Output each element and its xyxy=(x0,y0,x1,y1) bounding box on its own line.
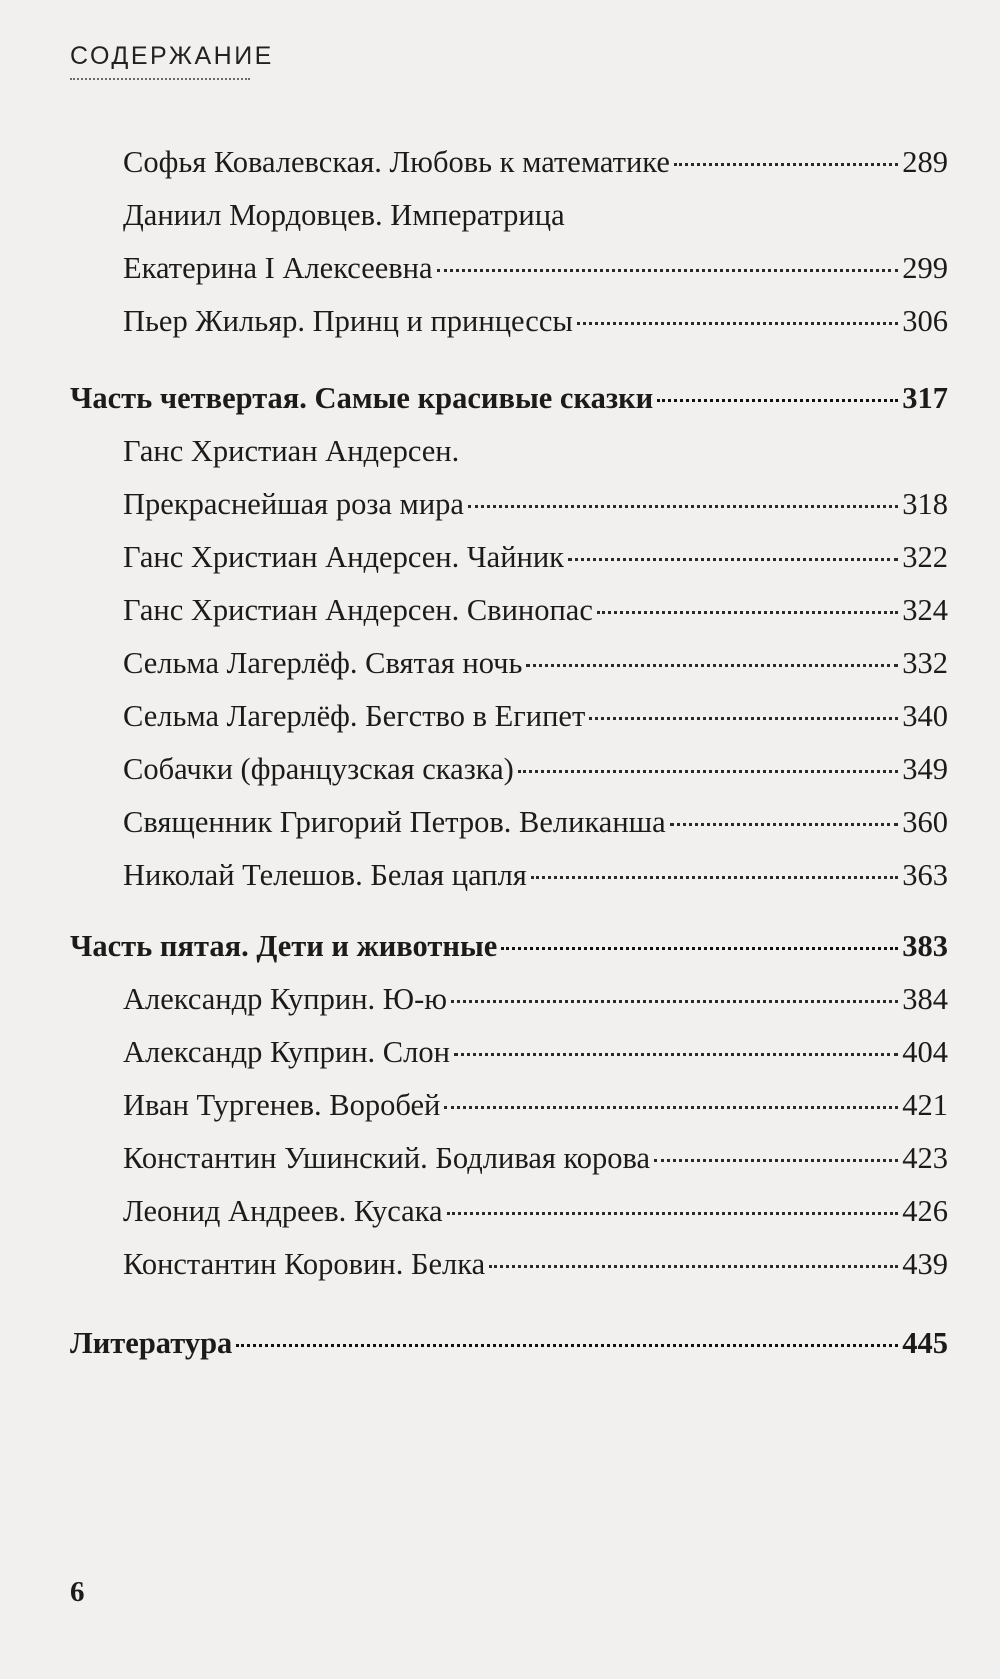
toc-entry-page: 324 xyxy=(902,593,948,627)
toc-entry-title-line1: Даниил Мордовцев. Императрица xyxy=(123,198,565,232)
toc-entry xyxy=(70,1238,948,1291)
toc-entry-page: 340 xyxy=(902,699,948,733)
page-number: 6 xyxy=(70,1576,85,1608)
dot-leader xyxy=(236,1344,898,1347)
toc-entry-title: Александр Куприн. Слон xyxy=(123,1035,450,1069)
dot-leader xyxy=(531,876,898,879)
toc-entry-page: 299 xyxy=(902,251,948,285)
toc-entry-page: 421 xyxy=(902,1088,948,1122)
toc-entry-page: 349 xyxy=(902,752,948,786)
toc-entry-title: Иван Тургенев. Воробей xyxy=(123,1088,441,1122)
toc-entry-page: 384 xyxy=(902,982,948,1016)
toc-entry xyxy=(70,796,948,849)
toc-entry-page: 426 xyxy=(902,1194,948,1228)
dot-leader xyxy=(577,322,898,325)
dot-leader xyxy=(454,1053,898,1056)
toc-section-part4 xyxy=(70,372,948,425)
toc-entry-title: Константин Ушинский. Бодливая корова xyxy=(123,1141,651,1175)
toc-entry xyxy=(70,973,948,1026)
toc-entry xyxy=(70,1026,948,1079)
toc-entry-page: 306 xyxy=(902,304,948,338)
dot-leader xyxy=(444,1106,898,1109)
toc-entry xyxy=(70,531,948,584)
header-title: СОДЕРЖАНИЕ xyxy=(70,42,274,70)
dot-leader xyxy=(568,558,898,561)
toc-entry xyxy=(70,584,948,637)
dot-leader xyxy=(501,947,898,950)
section-page: 383 xyxy=(902,929,948,963)
section-page: 317 xyxy=(902,381,948,415)
toc-entry xyxy=(70,242,948,295)
running-header xyxy=(70,44,274,80)
dot-leader xyxy=(468,505,898,508)
section-title: Часть четвертая. Самые красивые сказки xyxy=(70,381,654,415)
toc-entry-title: Александр Куприн. Ю-ю xyxy=(123,982,448,1016)
toc-entry-page: 318 xyxy=(902,487,948,521)
dot-leader xyxy=(670,823,899,826)
dot-leader xyxy=(674,163,898,166)
toc-entry xyxy=(70,1132,948,1185)
toc-entry-title: Николай Телешов. Белая цапля xyxy=(123,858,527,892)
dot-leader xyxy=(447,1212,899,1215)
dot-leader xyxy=(437,269,899,272)
toc-entry xyxy=(70,743,948,796)
dot-leader xyxy=(657,399,898,402)
toc-entry-page: 322 xyxy=(902,540,948,574)
dot-leader xyxy=(589,717,898,720)
toc-entry-title: Софья Ковалевская. Любовь к математике xyxy=(123,145,670,179)
header-dotted-rule xyxy=(70,78,250,80)
dot-leader xyxy=(451,1000,898,1003)
toc-entry-page: 360 xyxy=(902,805,948,839)
toc-entry-title: Сельма Лагерлёф. Бегство в Египет xyxy=(123,699,586,733)
toc-entry-title: Екатерина I Алексеевна xyxy=(123,251,433,285)
toc-entry xyxy=(70,478,948,531)
dot-leader xyxy=(518,770,898,773)
toc-entry-page: 332 xyxy=(902,646,948,680)
toc-entry-page: 289 xyxy=(902,145,948,179)
dot-leader xyxy=(597,611,898,614)
toc-entry-title: Ганс Христиан Андерсен. Свинопас xyxy=(123,593,593,627)
toc-entry xyxy=(70,295,948,348)
section-page: 445 xyxy=(902,1326,948,1360)
dot-leader xyxy=(654,1159,898,1162)
toc-entry-line1 xyxy=(70,189,948,242)
toc-entry xyxy=(70,1185,948,1238)
toc-entry-page: 439 xyxy=(902,1247,948,1281)
toc-entry-title: Прекраснейшая роза мира xyxy=(123,487,464,521)
toc-entry-title: Леонид Андреев. Кусака xyxy=(123,1194,443,1228)
toc-section-literature xyxy=(70,1317,948,1370)
toc-entry-title: Пьер Жильяр. Принц и принцессы xyxy=(123,304,573,338)
toc-entry-title: Собачки (французская сказка) xyxy=(123,752,514,786)
toc-entry xyxy=(70,637,948,690)
toc-entry xyxy=(70,1079,948,1132)
toc-section-part5 xyxy=(70,920,948,973)
toc-entry xyxy=(70,849,948,902)
toc-entry-line1 xyxy=(70,425,948,478)
toc-entry xyxy=(70,136,948,189)
toc-entry-title: Священник Григорий Петров. Великанша xyxy=(123,805,666,839)
toc-entry-title: Сельма Лагерлёф. Святая ночь xyxy=(123,646,523,680)
toc-entry-title: Ганс Христиан Андерсен. Чайник xyxy=(123,540,564,574)
dot-leader xyxy=(489,1265,898,1268)
toc-entry xyxy=(70,690,948,743)
toc-entry-title: Константин Коровин. Белка xyxy=(123,1247,486,1281)
table-of-contents xyxy=(70,136,948,1370)
section-title: Часть пятая. Дети и животные xyxy=(70,929,498,963)
toc-entry-page: 404 xyxy=(902,1035,948,1069)
section-title: Литература xyxy=(70,1326,233,1360)
toc-entry-page: 363 xyxy=(902,858,948,892)
toc-entry-page: 423 xyxy=(902,1141,948,1175)
dot-leader xyxy=(526,664,898,667)
toc-entry-title-line1: Ганс Христиан Андерсен. xyxy=(123,434,460,468)
